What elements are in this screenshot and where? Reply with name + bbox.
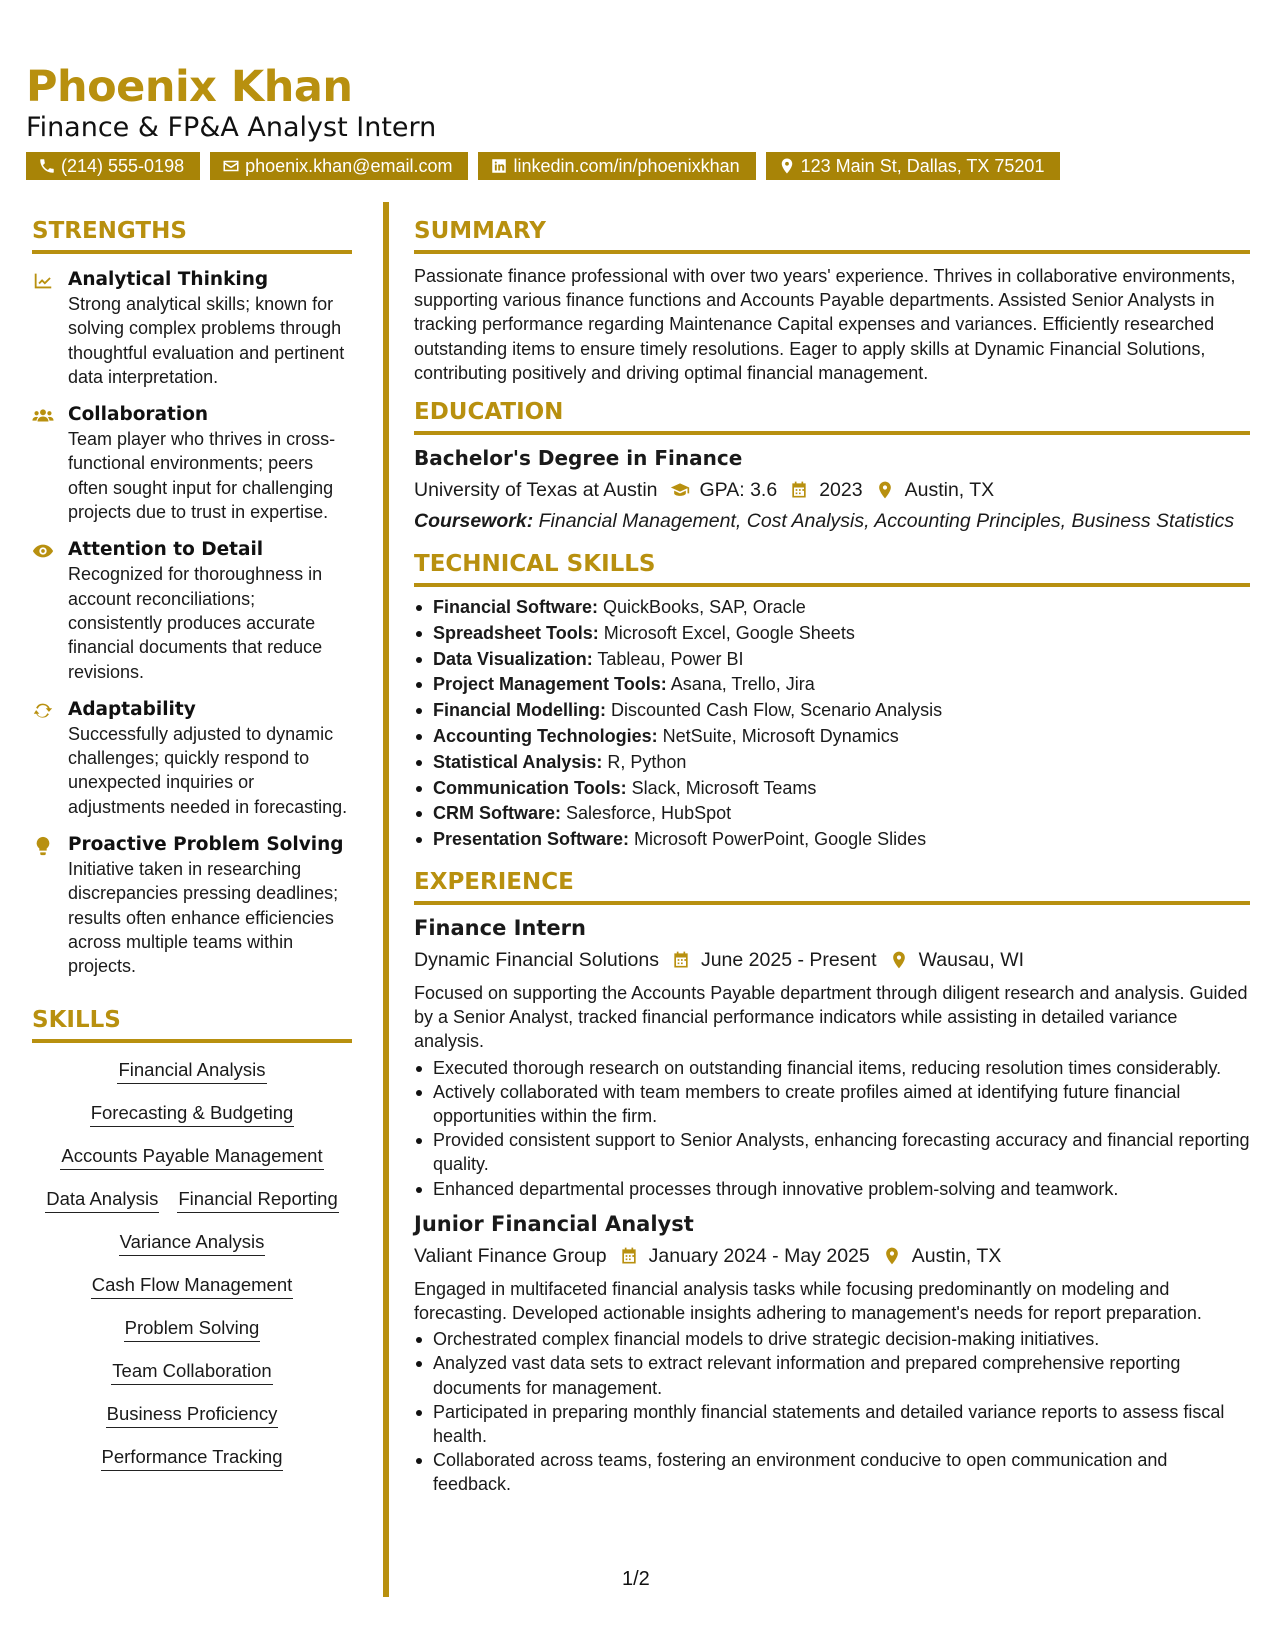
contact-linkedin[interactable] [478, 152, 755, 180]
strength-title: Attention to Detail [68, 539, 264, 561]
candidate-name: Phoenix Khan [26, 62, 353, 112]
tech-skill-value: Salesforce, HubSpot [561, 803, 732, 824]
tech-skill-value: Microsoft Excel, Google Sheets [598, 622, 855, 643]
job-bullet: Collaborated across teams, fostering an environment conducive to open communication and feedback. [414, 1448, 1250, 1496]
strength-desc: Recognized for thoroughness in account reconciliations; consistently produces accurate financial documents that reduce revisions. [68, 564, 323, 682]
graduation-year: 2023 [819, 479, 863, 502]
job-dates: June 2025 - Present [700, 948, 877, 971]
job-bullet: Provided consistent support to Senior Analysts, enhancing forecasting accuracy and financial reporting quality. [414, 1128, 1250, 1176]
tech-skill-value: Slack, Microsoft Teams [626, 777, 817, 798]
strength-item [32, 403, 352, 524]
job-meta [414, 1243, 1250, 1269]
tech-skill-value: Tableau, Power BI [592, 648, 744, 669]
experience-heading: EXPERIENCE [414, 869, 1250, 905]
job-title: Finance Intern [414, 915, 586, 940]
strength-desc: Team player who thrives in cross-functional environments; peers often sought input for challenging projects due to trust in expertise. [68, 429, 336, 523]
tech-skill-label: Communication Tools: [433, 777, 627, 798]
tech-skill-item [414, 698, 1250, 724]
tech-skill-item [414, 776, 1250, 802]
job-entry [414, 915, 1250, 1201]
technical-skills-heading: TECHNICAL SKILLS [414, 551, 1250, 587]
tech-skill-value: R, Python [602, 751, 687, 772]
contact-linkedin-text: linkedin.com/in/phoenixkhan [513, 155, 740, 176]
tech-skill-item [414, 750, 1250, 776]
skill-tag: Problem Solving [124, 1315, 261, 1342]
calendar-icon [671, 950, 691, 970]
refresh-icon [32, 700, 54, 722]
tech-skill-item [414, 801, 1250, 827]
company-name: Dynamic Financial Solutions [414, 948, 659, 971]
location-pin-icon [889, 950, 909, 970]
tech-skill-item [414, 724, 1250, 750]
tech-skill-item [414, 827, 1250, 853]
education-heading: EDUCATION [414, 399, 1250, 435]
lightbulb-icon [32, 835, 54, 857]
tech-skill-label: Financial Modelling: [433, 700, 607, 721]
coursework-list: Financial Management, Cost Analysis, Accounting Principles, Business Statistics [533, 510, 1235, 533]
company-name: Valiant Finance Group [414, 1244, 607, 1267]
tech-skill-label: CRM Software: [433, 803, 562, 824]
job-description: Engaged in multifaceted financial analysis tasks while focusing predominantly on modeling and forecasting. Developed actionable insights adhering to management's needs for report preparation. [414, 1278, 1202, 1324]
gpa: GPA: 3.6 [699, 479, 778, 502]
strength-title: Analytical Thinking [68, 269, 269, 290]
tech-skill-value: Microsoft PowerPoint, Google Slides [629, 829, 927, 850]
skill-tag: Accounts Payable Management [60, 1143, 323, 1170]
strength-title: Proactive Problem Solving [68, 834, 344, 856]
job-location: Wausau, WI [918, 948, 1025, 971]
candidate-role: Finance & FP&A Analyst Intern [26, 112, 437, 143]
skill-tag: Business Proficiency [106, 1401, 279, 1428]
job-meta [414, 947, 1250, 973]
tech-skill-label: Statistical Analysis: [433, 751, 603, 772]
job-bullet: Participated in preparing monthly financial statements and detailed variance reports to assess fiscal health. [414, 1400, 1250, 1448]
strength-item [32, 833, 352, 978]
contact-email[interactable] [210, 152, 468, 180]
job-entry [414, 1211, 1250, 1497]
contact-address-text: 123 Main St, Dallas, TX 75201 [800, 155, 1045, 176]
tech-skill-value: NetSuite, Microsoft Dynamics [657, 726, 899, 746]
graduation-cap-icon [670, 480, 690, 500]
eye-icon [32, 540, 54, 562]
page-number: 1/2 [622, 1568, 650, 1590]
job-location: Austin, TX [911, 1244, 1002, 1267]
strength-desc: Successfully adjusted to dynamic challenges; quickly respond to unexpected inquiries or adjustments needed in forecasting. [68, 723, 348, 817]
skill-tag: Team Collaboration [111, 1358, 272, 1385]
job-bullet: Executed thorough research on outstanding financial items, reducing resolution times considerably. [414, 1056, 1250, 1080]
contact-phone-text: (214) 555-0198 [61, 155, 185, 176]
strength-title: Collaboration [68, 404, 209, 426]
calendar-icon [789, 480, 809, 500]
strength-item [32, 538, 352, 683]
tech-skill-label: Financial Software: [433, 597, 599, 618]
strength-item [32, 698, 352, 819]
calendar-icon [619, 1246, 639, 1266]
skill-tag: Variance Analysis [119, 1229, 266, 1256]
tech-skill-item [414, 621, 1250, 647]
skill-tag: Cash Flow Management [91, 1272, 294, 1299]
contact-address [766, 152, 1061, 180]
skill-tag: Financial Reporting [177, 1186, 338, 1213]
users-icon [32, 405, 54, 427]
tech-skill-label: Spreadsheet Tools: [433, 622, 599, 643]
tech-skill-label: Presentation Software: [433, 829, 630, 850]
tech-skill-value: QuickBooks, SAP, Oracle [598, 597, 806, 618]
tech-skill-value: Discounted Cash Flow, Scenario Analysis [606, 700, 943, 721]
tech-skill-label: Project Management Tools: [433, 674, 667, 695]
summary-heading: SUMMARY [414, 218, 1250, 254]
left-column [32, 218, 352, 1487]
tech-skill-label: Accounting Technologies: [433, 726, 658, 746]
column-divider [383, 202, 389, 1597]
skill-tag: Data Analysis [45, 1186, 159, 1213]
job-bullets [414, 1327, 1250, 1496]
contact-bar [26, 152, 1060, 180]
technical-skills-list [414, 595, 1250, 853]
contact-email-text: phoenix.khan@email.com [245, 155, 453, 176]
job-bullets [414, 1056, 1250, 1201]
job-title: Junior Financial Analyst [414, 1211, 694, 1236]
tech-skill-label: Data Visualization: [433, 648, 593, 669]
strength-title: Adaptability [68, 698, 196, 720]
coursework [414, 509, 1250, 533]
job-bullet: Orchestrated complex financial models to drive strategic decision-making initiatives. [414, 1327, 1250, 1351]
job-bullet: Actively collaborated with team members to create profiles aimed at identifying future financial opportunities within the firm. [414, 1080, 1250, 1128]
skills-list [32, 1057, 352, 1487]
school-name: University of Texas at Austin [414, 479, 658, 502]
line-chart-icon [32, 270, 54, 292]
envelope-icon [222, 157, 240, 175]
job-description: Focused on supporting the Accounts Payable department through diligent research and analysis. Guided by a Senior Analyst, tracked financial performance indicators while assisting in detailed variance analysis. [414, 982, 1248, 1052]
skill-tag: Financial Analysis [117, 1057, 266, 1084]
job-bullet: Analyzed vast data sets to extract relevant information and prepared comprehensive reporting documents for management. [414, 1351, 1250, 1399]
education-meta [414, 477, 1250, 503]
strength-item [32, 268, 352, 389]
tech-skill-item [414, 672, 1250, 698]
phone-icon [38, 157, 56, 175]
job-bullet: Enhanced departmental processes through innovative problem-solving and teamwork. [414, 1177, 1250, 1201]
tech-skill-item [414, 647, 1250, 673]
degree-title: Bachelor's Degree in Finance [414, 446, 743, 471]
linkedin-icon [490, 157, 508, 175]
tech-skill-value: Asana, Trello, Jira [666, 674, 815, 695]
location-pin-icon [778, 157, 796, 175]
skill-tag: Performance Tracking [101, 1444, 284, 1471]
location-pin-icon [882, 1246, 902, 1266]
strength-desc: Strong analytical skills; known for solving complex problems through thoughtful evaluation and pertinent data interpretation. [68, 294, 345, 387]
strength-desc: Initiative taken in researching discrepancies pressing deadlines; results often enhance efficiencies across multiple teams within projects. [68, 859, 339, 977]
coursework-label: Coursework: [414, 510, 534, 533]
summary-text: Passionate finance professional with over two years' experience. Thrives in collaborative environments, supporting various finance functions and Accounts Payable departments. Assisted Senior Analysts in tracking performance regarding Maintenance Capital expenses and variances. Efficiently researched outstanding items to ensure timely resolutions. Eager to apply skills at Dynamic Financial Solutions, contributing positively and driving optimal financial management. [414, 266, 1236, 383]
strengths-heading: STRENGTHS [32, 218, 352, 254]
tech-skill-item [414, 595, 1250, 621]
education-location: Austin, TX [904, 479, 995, 502]
right-column [414, 218, 1250, 1497]
location-pin-icon [875, 480, 895, 500]
skill-tag: Forecasting & Budgeting [90, 1100, 295, 1127]
contact-phone[interactable] [26, 152, 200, 180]
job-dates: January 2024 - May 2025 [648, 1244, 870, 1267]
skills-heading: SKILLS [32, 1007, 352, 1043]
